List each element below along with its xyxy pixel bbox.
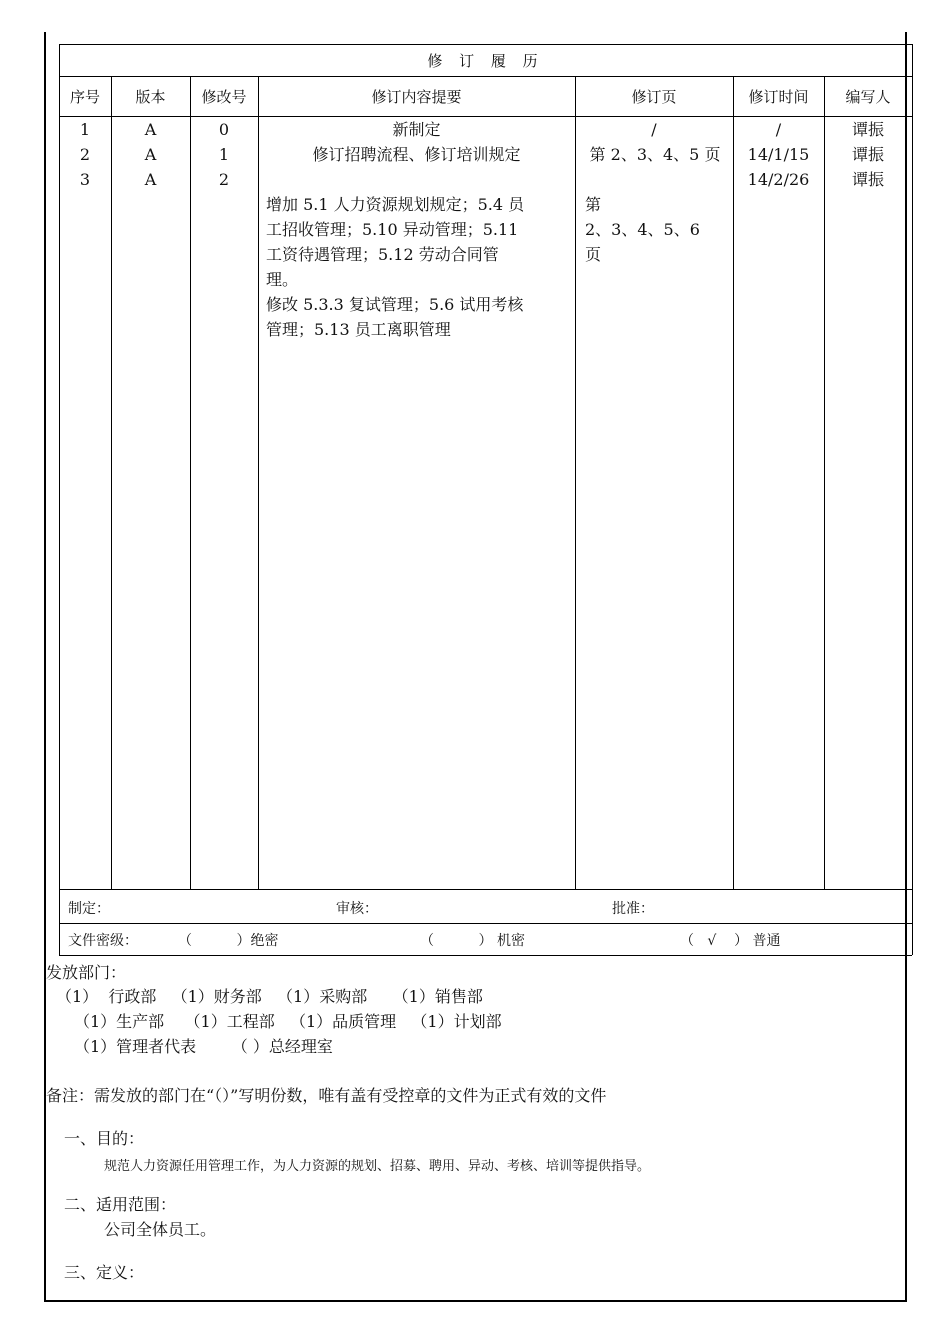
row-version: A bbox=[144, 120, 157, 139]
approve-label: 批准： bbox=[612, 901, 654, 917]
col-divider-3 bbox=[258, 76, 259, 889]
header-version: 版本 bbox=[135, 88, 166, 106]
row-no: 2 bbox=[79, 145, 91, 164]
page-frame-bottom bbox=[44, 1300, 907, 1302]
row-change: 1 bbox=[218, 145, 230, 164]
row-no: 1 bbox=[79, 120, 91, 139]
row-change: 0 bbox=[218, 120, 230, 139]
classification-row-bottom bbox=[59, 955, 912, 956]
distribution-note: 备注：需发放的部门在“（）”写明份数，唯有盖有受控章的文件为正式有效的文件 bbox=[46, 1086, 607, 1105]
row-no: 3 bbox=[79, 170, 91, 189]
distribution-line-2: （1）生产部 （1）工程部 （1）品质管理 （1）计划部 bbox=[74, 1012, 502, 1031]
page-frame-right bbox=[905, 32, 907, 1302]
content-line: 理。 bbox=[266, 270, 299, 289]
content-line: 工招收管理；5.10 异动管理；5.11 bbox=[266, 220, 519, 239]
row-date: 14/2/26 bbox=[747, 170, 810, 189]
distribution-line-3: （1）管理者代表 （ ）总经理室 bbox=[74, 1037, 333, 1056]
col-divider-2 bbox=[190, 76, 191, 889]
content-line: 修改 5.3.3 复试管理；5.6 试用考核 bbox=[266, 295, 524, 314]
header-change-no: 修改号 bbox=[201, 88, 247, 106]
col-divider-1 bbox=[111, 76, 112, 889]
header-pages: 修订页 bbox=[631, 88, 677, 106]
classification-normal: （ √ ） 普通 bbox=[680, 933, 781, 949]
row-content: 新制定 bbox=[392, 120, 441, 139]
content-line: 增加 5.1 人力资源规划规定；5.4 员 bbox=[266, 195, 525, 214]
table-title-divider bbox=[59, 76, 912, 77]
table-right-border bbox=[912, 44, 913, 955]
scope-heading: 二、适用范围： bbox=[64, 1195, 177, 1214]
pages-line: 第 bbox=[585, 195, 602, 214]
classification-confidential: （ ） 机密 bbox=[420, 933, 525, 949]
table-title: 修 订 履 历 bbox=[427, 52, 544, 70]
row-author: 谭振 bbox=[851, 145, 884, 164]
definition-heading: 三、定义： bbox=[64, 1263, 145, 1282]
row-author: 谭振 bbox=[851, 170, 884, 189]
purpose-heading: 一、目的： bbox=[64, 1129, 145, 1148]
content-line: 管理；5.13 员工离职管理 bbox=[266, 320, 451, 339]
header-content: 修订内容提要 bbox=[371, 88, 462, 106]
classification-secret: （ ）绝密 bbox=[178, 933, 279, 949]
pages-line: 页 bbox=[585, 245, 602, 264]
scope-text: 公司全体员工。 bbox=[104, 1220, 217, 1239]
distribution-heading: 发放部门： bbox=[46, 963, 127, 982]
table-body-bottom bbox=[59, 889, 912, 890]
approval-row-bottom bbox=[59, 923, 912, 924]
table-top-border bbox=[59, 44, 912, 45]
review-label: 审核： bbox=[336, 901, 378, 917]
made-by-label: 制定： bbox=[68, 901, 110, 917]
pages-line: 2、3、4、5、6 bbox=[585, 220, 700, 239]
row-version: A bbox=[144, 145, 157, 164]
classification-label: 文件密级： bbox=[68, 933, 138, 949]
header-no: 序号 bbox=[69, 88, 100, 106]
header-date: 修订时间 bbox=[748, 88, 809, 106]
header-author: 编写人 bbox=[845, 88, 891, 106]
row-author: 谭振 bbox=[851, 120, 884, 139]
distribution-line-1: （1） 行政部 （1）财务部 （1）采购部 （1）销售部 bbox=[56, 987, 483, 1006]
row-pages: 第 2、3、4、5 页 bbox=[589, 145, 721, 164]
row-date: 14/1/15 bbox=[747, 145, 810, 164]
page-frame-left bbox=[44, 32, 46, 1302]
content-line: 工资待遇管理；5.12 劳动合同管 bbox=[266, 245, 499, 264]
col-divider-5 bbox=[733, 76, 734, 889]
purpose-text: 规范人力资源任用管理工作，为人力资源的规划、招募、聘用、异动、考核、培训等提供指导。 bbox=[104, 1159, 651, 1174]
row-pages: / bbox=[651, 120, 657, 139]
row-content: 修订招聘流程、修订培训规定 bbox=[312, 145, 521, 164]
row-version: A bbox=[144, 170, 157, 189]
col-divider-6 bbox=[824, 76, 825, 889]
row-date: / bbox=[775, 120, 782, 139]
col-divider-4 bbox=[575, 76, 576, 889]
row-change: 2 bbox=[218, 170, 230, 189]
